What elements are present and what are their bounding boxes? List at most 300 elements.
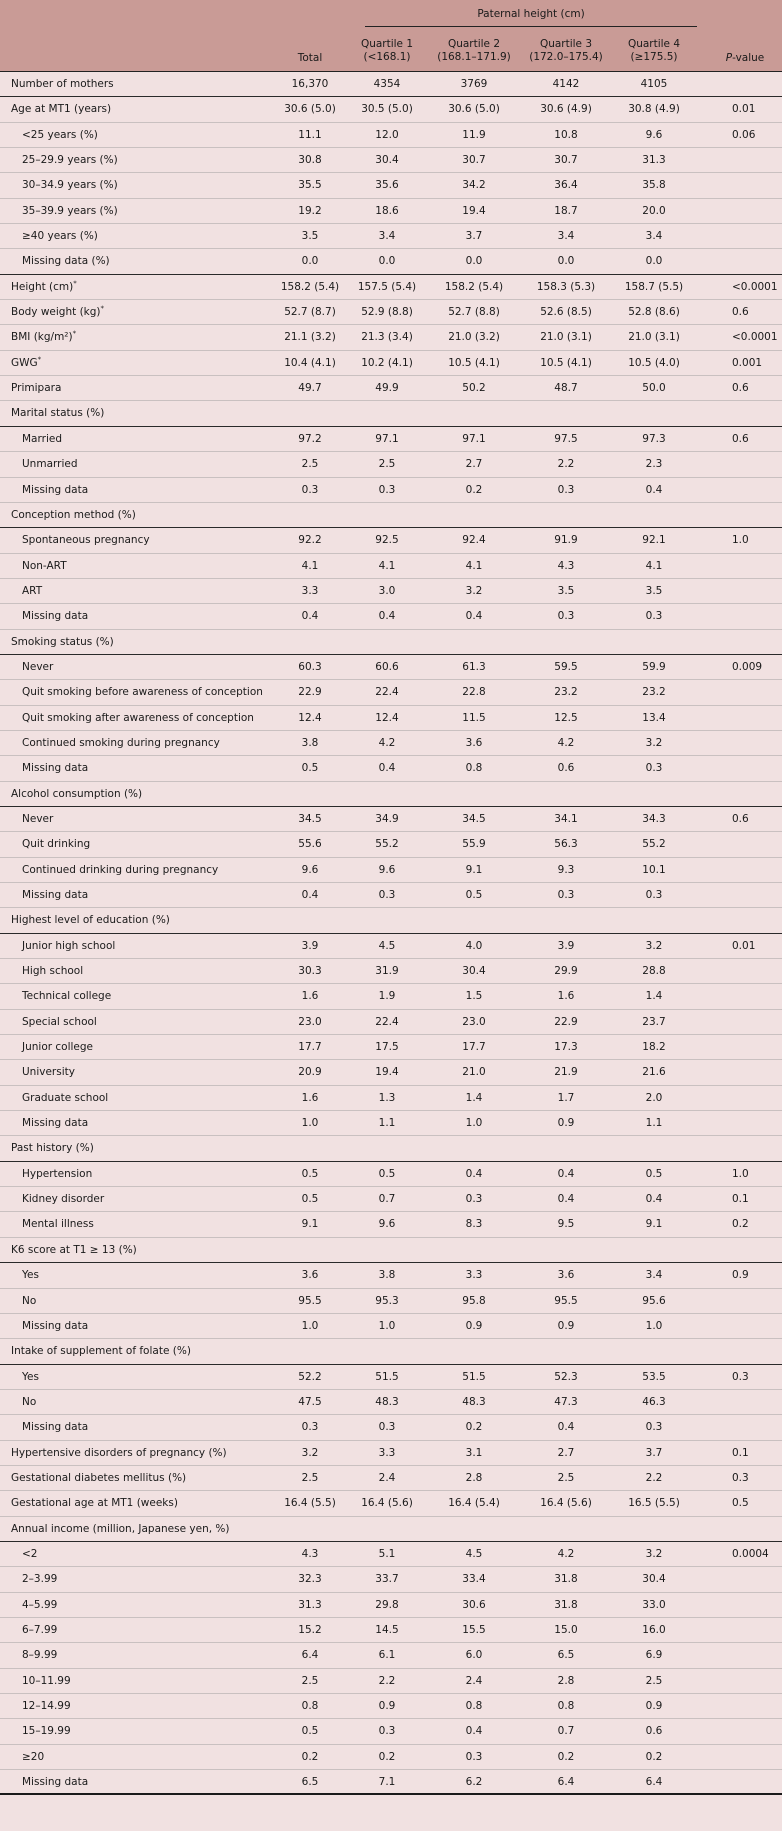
cell-q2: 3769 xyxy=(460,78,488,90)
cell-q3: 1.6 xyxy=(557,990,575,1003)
cell-q2: 1.5 xyxy=(465,990,483,1003)
table-row xyxy=(0,1618,782,1643)
cell-total: 0.5 xyxy=(301,1725,319,1738)
cell-q2: 2.8 xyxy=(465,1471,483,1484)
cell-q2: 4.1 xyxy=(465,559,483,572)
cell-q1: 51.5 xyxy=(375,1370,399,1383)
cell-total: 15.2 xyxy=(298,1623,322,1636)
cell-q4: 34.3 xyxy=(642,812,666,825)
cell-q2: 4.0 xyxy=(465,939,483,952)
row-label: Intake of supplement of folate (%) xyxy=(11,1345,191,1358)
cell-q2: 92.4 xyxy=(462,534,486,547)
cell-q3: 0.3 xyxy=(557,483,575,496)
cell-total: 0.4 xyxy=(301,610,319,623)
table-row xyxy=(0,351,782,376)
cell-q1: 0.7 xyxy=(378,1193,396,1206)
cell-total: 0.4 xyxy=(301,889,319,901)
cell-q3: 30.6 (4.9) xyxy=(540,103,592,116)
cell-q2: 0.3 xyxy=(465,1750,483,1763)
table-row xyxy=(0,1542,782,1567)
cell-q4: 33.0 xyxy=(642,1598,666,1611)
table-header xyxy=(0,0,782,72)
cell-q4: 35.8 xyxy=(642,179,666,192)
cell-q4: 55.2 xyxy=(642,838,666,851)
cell-p: 1.0 xyxy=(732,534,749,547)
row-label: University xyxy=(22,1066,75,1079)
row-label: 30–34.9 years (%) xyxy=(22,179,118,192)
row-label: Hypertensive disorders of pregnancy (%) xyxy=(11,1446,227,1459)
cell-q4: 3.2 xyxy=(645,939,663,952)
cell-q4: 0.0 xyxy=(645,255,663,268)
cell-q2: 4.5 xyxy=(465,1547,483,1560)
cell-total: 35.5 xyxy=(298,179,322,192)
cell-q4: 23.2 xyxy=(642,686,666,699)
cell-total: 47.5 xyxy=(298,1395,322,1408)
cell-total: 3.2 xyxy=(301,1446,319,1459)
col-header-q3 xyxy=(522,38,610,64)
cell-q3: 0.7 xyxy=(557,1725,575,1738)
cell-q4: 9.6 xyxy=(645,128,663,141)
row-label: Age at MT1 (years) xyxy=(11,103,112,116)
footnote-marker: * xyxy=(72,329,77,338)
table-row xyxy=(0,908,782,933)
cell-q2: 0.8 xyxy=(465,762,483,775)
row-label: Missing data xyxy=(22,1319,89,1332)
table-row xyxy=(0,1238,782,1263)
row-label: ≥40 years (%) xyxy=(22,230,98,243)
cell-q2: 34.2 xyxy=(462,179,486,192)
row-label: Hypertension xyxy=(22,1167,93,1180)
cell-q2: 95.8 xyxy=(462,1294,486,1307)
cell-q2: 0.8 xyxy=(465,1700,483,1712)
col-header-p-value xyxy=(715,52,775,65)
row-label: Missing data xyxy=(22,1421,89,1434)
cell-q1: 30.4 xyxy=(375,154,399,167)
row-label: Continued smoking during pregnancy xyxy=(22,736,220,749)
cell-q4: 2.2 xyxy=(645,1471,663,1484)
cell-q4: 52.8 (8.6) xyxy=(628,306,680,319)
cell-q3: 3.4 xyxy=(557,230,575,243)
row-label: Past history (%) xyxy=(11,1142,94,1155)
table-row xyxy=(0,1643,782,1668)
cell-q1: 2.4 xyxy=(378,1471,396,1484)
table-row xyxy=(0,807,782,832)
cell-total: 4.1 xyxy=(301,559,319,572)
table-row xyxy=(0,1694,782,1719)
cell-q4: 1.0 xyxy=(645,1319,663,1332)
row-label: Technical college xyxy=(22,990,112,1003)
row-label: No xyxy=(22,1294,37,1307)
cell-q4: 20.0 xyxy=(642,204,666,217)
table-row xyxy=(0,503,782,528)
cell-q1: 7.1 xyxy=(378,1776,396,1789)
cell-q1: 18.6 xyxy=(375,204,399,217)
cell-p: <0.0001 xyxy=(732,280,778,293)
cell-q3: 9.5 xyxy=(557,1218,575,1231)
cell-q3: 52.6 (8.5) xyxy=(540,306,592,319)
cell-q1: 14.5 xyxy=(375,1623,399,1636)
row-label: High school xyxy=(22,965,84,978)
cell-q2: 0.9 xyxy=(465,1319,483,1332)
cell-q2: 23.0 xyxy=(462,1015,486,1028)
cell-total: 3.9 xyxy=(301,939,319,952)
cell-q2: 3.6 xyxy=(465,736,483,749)
cell-q1: 3.8 xyxy=(378,1269,396,1282)
cell-q1: 52.9 (8.8) xyxy=(361,306,413,319)
cell-total: 0.5 xyxy=(301,1193,319,1206)
cell-total: 22.9 xyxy=(298,686,322,699)
table-row xyxy=(0,1441,782,1466)
cell-q4: 30.4 xyxy=(642,1573,666,1586)
cell-q2: 0.4 xyxy=(465,1725,483,1738)
row-label: Unmarried xyxy=(22,458,78,471)
cell-q4: 3.4 xyxy=(645,230,663,243)
cell-q1: 6.1 xyxy=(378,1649,396,1662)
row-label: K6 score at T1 ≥ 13 (%) xyxy=(11,1243,137,1256)
cell-q3: 6.5 xyxy=(557,1649,575,1662)
cell-q4: 0.4 xyxy=(645,1193,663,1206)
cell-q3: 0.9 xyxy=(557,1319,575,1332)
cell-total: 30.3 xyxy=(298,965,322,978)
cell-q2: 2.4 xyxy=(465,1674,483,1687)
table-row xyxy=(0,452,782,477)
cell-q4: 28.8 xyxy=(642,965,666,978)
cell-q3: 0.6 xyxy=(557,762,575,775)
cell-q1: 1.9 xyxy=(378,990,396,1003)
row-label: Quit smoking before awareness of conception xyxy=(22,686,263,699)
cell-q4: 3.7 xyxy=(645,1446,663,1459)
table-row xyxy=(0,1770,782,1795)
cell-total: 16.4 (5.5) xyxy=(284,1497,336,1510)
cell-q3: 17.3 xyxy=(554,1041,578,1054)
row-label: Body weight (kg)* xyxy=(11,304,105,319)
cell-q4: 2.3 xyxy=(645,458,663,471)
cell-q4: 50.0 xyxy=(642,382,666,395)
cell-p: 0.6 xyxy=(732,382,749,395)
cell-q4: 0.3 xyxy=(645,762,663,775)
cell-total: 9.6 xyxy=(301,863,319,876)
cell-q2: 52.7 (8.8) xyxy=(448,306,500,319)
table-row xyxy=(0,199,782,224)
cell-q2: 6.2 xyxy=(465,1776,483,1789)
cell-q1: 48.3 xyxy=(375,1395,399,1408)
cell-q2: 61.3 xyxy=(462,660,486,673)
row-label: Primipara xyxy=(11,382,62,395)
table-row xyxy=(0,1010,782,1035)
cell-q3: 22.9 xyxy=(554,1015,578,1028)
table-row xyxy=(0,275,782,300)
cell-q4: 3.2 xyxy=(645,736,663,749)
cell-q2: 50.2 xyxy=(462,382,486,395)
cell-q2: 6.0 xyxy=(465,1649,483,1662)
cell-q3: 21.0 (3.1) xyxy=(540,331,592,344)
cell-q1: 157.5 (5.4) xyxy=(357,280,417,293)
cell-q1: 0.0 xyxy=(378,255,396,268)
cell-q4: 31.3 xyxy=(642,154,666,167)
table-row xyxy=(0,1187,782,1212)
cell-q2: 55.9 xyxy=(462,838,486,851)
table-row xyxy=(0,1289,782,1314)
cell-q4: 3.2 xyxy=(645,1547,663,1560)
cell-q3: 21.9 xyxy=(554,1066,578,1079)
col-header-q2-range: (168.1–171.9) xyxy=(437,51,511,63)
row-label: Height (cm)* xyxy=(11,279,77,293)
cell-p: 0.06 xyxy=(732,128,756,141)
table-row xyxy=(0,959,782,984)
cell-total: 6.4 xyxy=(301,1649,319,1662)
cell-q2: 97.1 xyxy=(462,432,486,445)
col-header-q4-range: (≥175.5) xyxy=(630,51,678,63)
cell-q3: 3.6 xyxy=(557,1269,575,1282)
table-row xyxy=(0,579,782,604)
cell-q2: 48.3 xyxy=(462,1395,486,1408)
table-row xyxy=(0,1263,782,1288)
table-row xyxy=(0,1339,782,1364)
cell-q3: 3.9 xyxy=(557,939,575,952)
row-label: Married xyxy=(22,432,62,445)
cell-q4: 0.3 xyxy=(645,1421,663,1434)
row-label: Conception method (%) xyxy=(11,508,136,521)
table-row xyxy=(0,883,782,908)
row-label: Spontaneous pregnancy xyxy=(22,534,150,547)
row-label: Alcohol consumption (%) xyxy=(11,787,143,800)
cell-q2: 17.7 xyxy=(462,1041,486,1054)
cell-q3: 2.7 xyxy=(557,1446,575,1459)
footnote-marker: * xyxy=(37,355,42,364)
cell-q2: 21.0 xyxy=(462,1066,486,1079)
cell-q4: 1.4 xyxy=(645,990,663,1003)
cell-q1: 34.9 xyxy=(375,812,399,825)
cell-total: 32.3 xyxy=(298,1573,322,1586)
table-row xyxy=(0,1060,782,1085)
cell-p: 0.1 xyxy=(732,1193,749,1206)
cell-q1: 35.6 xyxy=(375,179,399,192)
cell-total: 31.3 xyxy=(298,1598,322,1611)
cell-q2: 0.3 xyxy=(465,1193,483,1206)
cell-q1: 22.4 xyxy=(375,1015,399,1028)
table-row xyxy=(0,123,782,148)
cell-q1: 3.4 xyxy=(378,230,396,243)
cell-q3: 48.7 xyxy=(554,382,578,395)
col-header-q1 xyxy=(343,38,431,64)
row-label: Missing data (%) xyxy=(22,255,110,268)
table-row xyxy=(0,1669,782,1694)
cell-q1: 30.5 (5.0) xyxy=(361,103,413,116)
group-title: Paternal height (cm) xyxy=(477,8,585,20)
col-header-total: Total xyxy=(297,52,323,64)
cell-total: 2.5 xyxy=(301,458,319,471)
row-label: Gestational diabetes mellitus (%) xyxy=(11,1471,187,1484)
cell-total: 0.8 xyxy=(301,1700,319,1712)
cell-q2: 0.5 xyxy=(465,889,483,901)
cell-p: 0.3 xyxy=(732,1370,749,1383)
col-header-q2 xyxy=(430,38,518,64)
cell-q1: 22.4 xyxy=(375,686,399,699)
table-row xyxy=(0,97,782,122)
table-row xyxy=(0,1390,782,1415)
footnote-marker: * xyxy=(100,304,105,313)
cell-q1: 95.3 xyxy=(375,1294,399,1307)
row-label: 8–9.99 xyxy=(22,1649,58,1662)
row-label: 10–11.99 xyxy=(22,1674,71,1687)
table-row xyxy=(0,1593,782,1618)
p-rest: -value xyxy=(732,52,765,64)
cell-total: 1.0 xyxy=(301,1319,319,1332)
cell-q3: 36.4 xyxy=(554,179,578,192)
table-row xyxy=(0,148,782,173)
cell-q2: 9.1 xyxy=(465,863,483,876)
cell-q3: 18.7 xyxy=(554,204,578,217)
cell-q1: 16.4 (5.6) xyxy=(361,1497,413,1510)
cell-total: 49.7 xyxy=(298,382,322,395)
table-row xyxy=(0,376,782,401)
cell-q3: 29.9 xyxy=(554,965,578,978)
row-label: Junior college xyxy=(22,1041,94,1054)
cell-q3: 4.3 xyxy=(557,559,575,572)
cell-q4: 21.6 xyxy=(642,1066,666,1079)
row-label: Missing data xyxy=(22,483,89,496)
row-label: Non-ART xyxy=(22,559,67,572)
cell-q1: 0.4 xyxy=(378,762,396,775)
row-label: Yes xyxy=(22,1269,39,1282)
cell-q4: 1.1 xyxy=(645,1117,663,1130)
cell-q3: 0.2 xyxy=(557,1750,575,1763)
cell-q3: 91.9 xyxy=(554,534,578,547)
cell-p: 0.6 xyxy=(732,432,749,445)
cell-q4: 16.5 (5.5) xyxy=(628,1497,680,1510)
cell-q2: 3.1 xyxy=(465,1446,483,1459)
cell-q2: 8.3 xyxy=(465,1218,483,1231)
cell-total: 52.2 xyxy=(298,1370,322,1383)
cell-total: 3.8 xyxy=(301,736,319,749)
cell-q3: 30.7 xyxy=(554,154,578,167)
table-row xyxy=(0,224,782,249)
row-label: Number of mothers xyxy=(11,78,114,90)
footnote-marker: * xyxy=(73,279,77,288)
col-header-q1-range: (<168.1) xyxy=(363,51,411,63)
table-row xyxy=(0,1086,782,1111)
row-label: Never xyxy=(22,660,54,673)
cell-q3: 95.5 xyxy=(554,1294,578,1307)
row-label: 15–19.99 xyxy=(22,1725,71,1738)
table-row xyxy=(0,984,782,1009)
cell-q1: 3.0 xyxy=(378,584,396,597)
table-row xyxy=(0,249,782,274)
cell-q2: 30.4 xyxy=(462,965,486,978)
cell-p: 0.0004 xyxy=(732,1547,769,1560)
cell-q1: 0.3 xyxy=(378,483,396,496)
cell-q2: 16.4 (5.4) xyxy=(448,1497,500,1510)
cell-q4: 9.1 xyxy=(645,1218,663,1231)
row-label: ≥20 xyxy=(22,1750,45,1763)
cell-q3: 3.5 xyxy=(557,584,575,597)
cell-q1: 21.3 (3.4) xyxy=(361,331,413,344)
cell-q3: 2.8 xyxy=(557,1674,575,1687)
table-row xyxy=(0,173,782,198)
cell-total: 92.2 xyxy=(298,534,322,547)
cell-q1: 9.6 xyxy=(378,863,396,876)
cell-q3: 0.3 xyxy=(557,889,575,901)
cell-total: 34.5 xyxy=(298,812,322,825)
cell-p: 0.01 xyxy=(732,939,756,952)
cell-q3: 1.7 xyxy=(557,1091,575,1104)
cell-q1: 19.4 xyxy=(375,1066,399,1079)
cell-total: 19.2 xyxy=(298,204,322,217)
cell-p: 0.6 xyxy=(732,812,749,825)
row-label: 35–39.9 years (%) xyxy=(22,204,118,217)
cell-total: 16,370 xyxy=(291,78,329,90)
cell-q3: 0.8 xyxy=(557,1700,575,1712)
row-label: 12–14.99 xyxy=(22,1700,71,1712)
cell-q2: 0.0 xyxy=(465,255,483,268)
cell-total: 10.4 (4.1) xyxy=(284,356,336,369)
cell-q4: 46.3 xyxy=(642,1395,666,1408)
cell-total: 21.1 (3.2) xyxy=(284,331,336,344)
row-label: Quit drinking xyxy=(22,838,91,851)
table-row xyxy=(0,1162,782,1187)
cell-total: 158.2 (5.4) xyxy=(280,280,340,293)
cell-q2: 34.5 xyxy=(462,812,486,825)
cell-q3: 0.4 xyxy=(557,1167,575,1180)
table-row xyxy=(0,300,782,325)
cell-q3: 9.3 xyxy=(557,863,575,876)
table-row xyxy=(0,1314,782,1339)
cell-q3: 97.5 xyxy=(554,432,578,445)
cell-q4: 3.4 xyxy=(645,1269,663,1282)
table-row xyxy=(0,655,782,680)
cell-q3: 0.4 xyxy=(557,1421,575,1434)
row-label: Graduate school xyxy=(22,1091,109,1104)
row-label: Marital status (%) xyxy=(11,407,105,420)
cell-q1: 55.2 xyxy=(375,838,399,851)
cell-q1: 9.6 xyxy=(378,1218,396,1231)
cell-p: 0.5 xyxy=(732,1497,749,1510)
cell-q4: 21.0 (3.1) xyxy=(628,331,680,344)
row-label: 4–5.99 xyxy=(22,1598,58,1611)
cell-q4: 16.0 xyxy=(642,1623,666,1636)
cell-total: 2.5 xyxy=(301,1674,319,1687)
cell-q3: 4142 xyxy=(552,78,580,90)
cell-total: 2.5 xyxy=(301,1471,319,1484)
cell-total: 12.4 xyxy=(298,711,322,724)
cell-q3: 0.3 xyxy=(557,610,575,623)
cell-q4: 4.1 xyxy=(645,559,663,572)
row-label: Junior high school xyxy=(22,939,116,952)
cell-q4: 92.1 xyxy=(642,534,666,547)
cell-q4: 3.5 xyxy=(645,584,663,597)
table-row xyxy=(0,858,782,883)
cell-q1: 0.3 xyxy=(378,889,396,901)
cell-total: 52.7 (8.7) xyxy=(284,306,336,319)
cell-q1: 1.0 xyxy=(378,1319,396,1332)
cell-q4: 10.5 (4.0) xyxy=(628,356,680,369)
cell-q3: 0.4 xyxy=(557,1193,575,1206)
cell-q2: 15.5 xyxy=(462,1623,486,1636)
cell-q2: 21.0 (3.2) xyxy=(448,331,500,344)
table-row xyxy=(0,604,782,629)
cell-q2: 30.6 (5.0) xyxy=(448,103,500,116)
cell-total: 0.3 xyxy=(301,1421,319,1434)
group-rule xyxy=(365,26,697,27)
table-row xyxy=(0,680,782,705)
row-label: Missing data xyxy=(22,762,89,775)
cell-q3: 23.2 xyxy=(554,686,578,699)
cell-q2: 10.5 (4.1) xyxy=(448,356,500,369)
table-row xyxy=(0,325,782,350)
cell-q2: 30.6 xyxy=(462,1598,486,1611)
cell-q1: 31.9 xyxy=(375,965,399,978)
cell-q4: 2.5 xyxy=(645,1674,663,1687)
